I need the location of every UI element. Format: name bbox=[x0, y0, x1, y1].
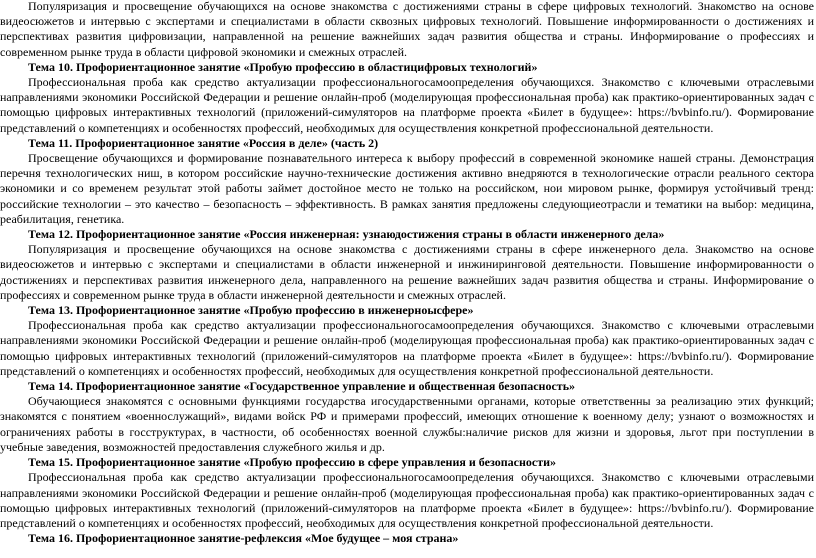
topic-13-heading: Тема 13. Профориентационное занятие «Пробую профессию в инженерноысфере» bbox=[28, 303, 474, 318]
topic-12-text: Популяризация и просвещение обучающихся на основе знакомства с достижениями страны в сфере инженерного дела. Знакомство на основе видеосюжетов и интервью с экспертами и специалистами в области инженерной и инжиниринговой деятельности. Повышение информированности о достижениях и перспективах развития инженерного дела, направленного на решение важнейших задач развития общества и страны. Информирование о профессиях и современном рынке труда в области инженерной деятельности и смежных отраслей. bbox=[0, 242, 814, 302]
topic-15-text: Профессиональная проба как средство актуализации профессиональногосамоопределения обучающихся. Знакомство с ключевыми отраслевыми направлениями экономики Российской Федерации и решение онлайн-проб (моделирующая профессиональная проба) как практико-ориентированных задач с помощью цифровых интерактивных технологий (приложений-симуляторов на платформе проекта «Билет в будущее»: https://bvbinfo.ru/). Формирование представлений о компетенциях и особенностях профессий, необходимых для осуществления конкретной профессиональной деятельности. bbox=[0, 470, 814, 530]
topic-11-text: Просвещение обучающихся и формирование познавательного интереса к выбору профессий в современной экономике нашей страны. Демонстрация перечня технологических ниш, в котором российские научно-технические достижения активно внедряются в технологические отрасли реального сектора экономики и со временем результат этой работы займет достойное место не только на российском, нои мировом рынке, формируя устойчивый тренд: российские технологии – это качество – безопасность – эффективность. В рамках занятия предложены следующиеотрасли и тематики на выбор: медицина, реабилитация, генетика. bbox=[0, 151, 814, 226]
topic-14-heading: Тема 14. Профориентационное занятие «Государственное управление и общественная безопасность» bbox=[28, 379, 576, 394]
topic-10-heading: Тема 10. Профориентационное занятие «Пробую профессию в областицифровых технологий» bbox=[28, 59, 538, 74]
topic-11-heading: Тема 11. Профориентационное занятие «Россия в деле» (часть 2) bbox=[28, 135, 379, 150]
topic-15-heading: Тема 15. Профориентационное занятие «Пробую профессию в сфере управления и безопасности» bbox=[28, 455, 556, 470]
topic-14-text: Обучающиеся знакомятся с основными функциями государства игосударственными органами, которые ответственны за реализацию этих функций; знакомятся с понятием «военнослужащий», видами войск РФ и примерами профессий, имеющих отношение к военному делу; узнают о возможностях и ограничениях работы в госструктурах, в частности, об особенностях военной службы:наличие рисков для жизни и здоровья, льгот при поступлении в учебные заведения, возможностей предоставления служебного жилья и др. bbox=[0, 394, 814, 454]
topic-16-heading: Тема 16. Профориентационное занятие-рефлексия «Мое будущее – моя страна» bbox=[28, 531, 459, 546]
intro-paragraph: Популяризация и просвещение обучающихся на основе знакомства с достижениями страны в сфере цифровых технологий. Знакомство на основе видеосюжетов и интервью с экспертами и специалистами в области сквозных цифровых технологий. Повышение информированности о достижениях и перспективах развития цифровизации, направленной на решение важнейших задач развития общества и страны. Информирование о профессиях и современном рынке труда в области цифровой экономики и смежных отраслей. bbox=[0, 0, 814, 59]
topic-12-heading: Тема 12. Профориентационное занятие «Россия инженерная: узнаюдостижения страны в области инженерного дела» bbox=[28, 227, 665, 242]
topic-13-text: Профессиональная проба как средство актуализации профессиональногосамоопределения обучающихся. Знакомство с ключевыми отраслевыми направлениями экономики Российской Федерации и решение онлайн-проб (моделирующая профессиональная проба) как практико-ориентированных задач с помощью цифровых интерактивных технологий (приложений-симуляторов на платформе проекта «Билет в будущее»: https://bvbinfo.ru/). Формирование представлений о компетенциях и особенностях профессий, необходимых для осуществления конкретной профессиональной деятельности. bbox=[0, 318, 814, 378]
topic-10-text: Профессиональная проба как средство актуализации профессиональногосамоопределения обучающихся. Знакомство с ключевыми отраслевыми направлениями экономики Российской Федерации и решение онлайн-проб (моделирующая профессиональная проба) как практико-ориентированных задач с помощью цифровых интерактивных технологий (приложений-симуляторов на платформе проекта «Билет в будущее»: https://bvbinfo.ru/). Формирование представлений о компетенциях и особенностях профессий, необходимых для осуществления конкретной профессиональной деятельности. bbox=[0, 75, 814, 135]
